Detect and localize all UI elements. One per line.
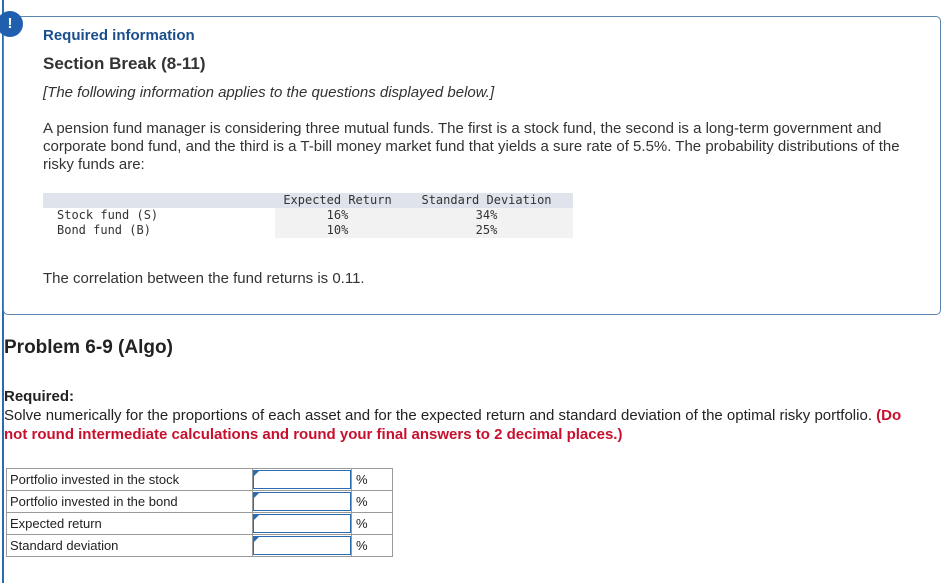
input-corner-marker-icon [254, 470, 260, 476]
alert-icon: ! [0, 11, 23, 37]
answer-input-cell [253, 535, 352, 557]
input-corner-marker-icon [254, 536, 260, 542]
answer-row-label: Portfolio invested in the bond [7, 491, 253, 513]
fund-row-expected-return: 10% [275, 223, 400, 238]
answer-unit: % [352, 535, 393, 557]
applies-note: [The following information applies to the questions displayed below.] [43, 84, 495, 101]
fund-row-std-dev: 25% [400, 223, 573, 238]
fund-row-expected-return: 16% [275, 208, 400, 223]
expected-return-input[interactable] [253, 514, 351, 533]
required-label: Required: [4, 388, 75, 405]
bond-proportion-input[interactable] [253, 492, 351, 511]
fund-distribution-table [43, 193, 573, 238]
fund-table-row-stock [43, 208, 573, 223]
answer-input-cell [253, 513, 352, 535]
answer-unit: % [352, 513, 393, 535]
fund-table-header-row [43, 193, 573, 208]
rounding-instruction: (Do not round intermediate calculations and round your final answers to 2 decimal places.) [4, 407, 902, 443]
answer-row-label: Portfolio invested in the stock [7, 469, 253, 491]
answer-table [6, 468, 393, 557]
answer-row-label: Expected return [7, 513, 253, 535]
answer-input-cell [253, 491, 352, 513]
answer-unit: % [352, 491, 393, 513]
fund-table-header-std-dev: Standard Deviation [400, 193, 573, 208]
section-break-title: Section Break (8-11) [43, 54, 206, 73]
answer-unit: % [352, 469, 393, 491]
answer-row-bond [7, 491, 393, 513]
fund-row-label: Bond fund (B) [43, 223, 275, 238]
answer-input-cell [253, 469, 352, 491]
stock-proportion-input[interactable] [253, 470, 351, 489]
fund-table-row-bond [43, 223, 573, 238]
required-information-heading: Required information [43, 27, 195, 44]
fund-row-label: Stock fund (S) [43, 208, 275, 223]
correlation-text: The correlation between the fund returns is 0.11. [43, 270, 365, 287]
std-dev-input[interactable] [253, 536, 351, 555]
fund-row-std-dev: 34% [400, 208, 573, 223]
input-corner-marker-icon [254, 492, 260, 498]
problem-intro-text: A pension fund manager is considering three mutual funds. The first is a stock fund, the second is a long-term government and corporate bond fund, and the third is a T-bill money market fund that yields a sure rate of 5.5%. The probability distributions of the risky funds are: [43, 120, 900, 173]
fund-table-header-blank [43, 193, 275, 208]
answer-row-stock [7, 469, 393, 491]
problem-title: Problem 6-9 (Algo) [4, 337, 173, 358]
fund-table-header-expected-return: Expected Return [275, 193, 400, 208]
instructions-text: Solve numerically for the proportions of each asset and for the expected return and standard deviation of the optimal risky portfolio. [4, 407, 872, 424]
answer-row-std-dev [7, 535, 393, 557]
answer-row-label: Standard deviation [7, 535, 253, 557]
problem-instructions [4, 406, 904, 444]
input-corner-marker-icon [254, 514, 260, 520]
answer-row-expected-return [7, 513, 393, 535]
